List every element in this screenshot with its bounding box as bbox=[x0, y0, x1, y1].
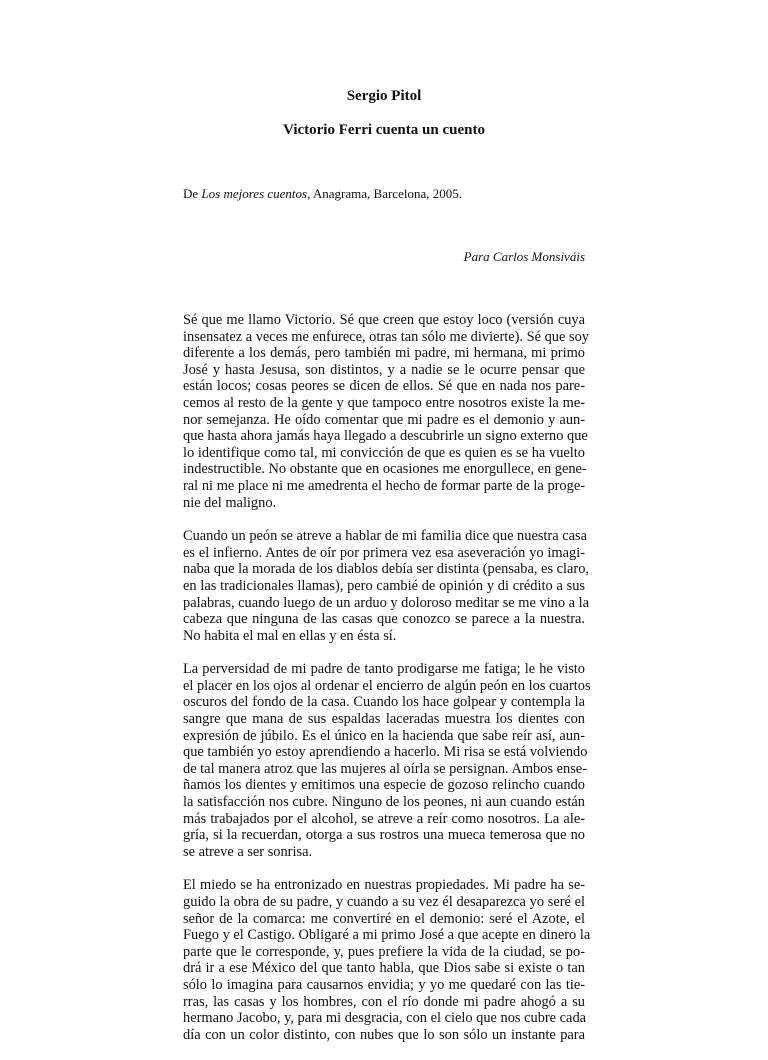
paragraph-line: diferente a los demás, pero también mi padre, mi hermana, mi primo bbox=[183, 345, 585, 362]
story-title: Victorio Ferri cuenta un cuento bbox=[283, 122, 485, 138]
paragraph-line: guido la obra de su padre, y cuando a su vez él desaparezca yo seré el bbox=[183, 894, 585, 910]
paragraph-line: la satisfacción nos cubre. Ninguno de los peones, ni aun cuando están bbox=[183, 794, 585, 811]
paragraph bbox=[183, 877, 591, 1043]
paragraph bbox=[183, 661, 591, 860]
paragraph-line: lo identifique como tal, mi convicción de que es quien es se ha vuelto bbox=[183, 444, 585, 461]
paragraph-line: parte que le corresponde, y, pues prefiere la vida de la ciudad, se po- bbox=[183, 943, 585, 960]
paragraph-line: rras, las casas y los hombres, con el río donde mi padre ahogó a su bbox=[183, 993, 585, 1010]
paragraph-line: palabras, cuando luego de un arduo y doloroso meditar se me vino a la bbox=[183, 594, 590, 611]
paragraph-line: sangre que mana de sus espaldas laceradas muestra los dientes con bbox=[183, 711, 585, 728]
paragraph-line: ral ni me place ni me amedrenta el hecho de formar parte de la proge- bbox=[183, 477, 585, 494]
paragraph-line: sólo lo imagina para causarnos envidia; y yo me quedaré con las tie- bbox=[183, 976, 585, 993]
source-book-title: Los mejores cuentos bbox=[201, 186, 308, 201]
paragraph-line: ñamos los dientes y emitimos una especie de gozoso relincho cuando bbox=[183, 777, 585, 794]
paragraph-line: nor semejanza. He oído comentar que mi padre es el demonio y aun- bbox=[183, 411, 585, 428]
paragraph-line: José y hasta Jesusa, son distintos, y a nadie se le ocurre pensar que bbox=[183, 361, 585, 378]
paragraph-line: se atreve a ser sonrisa. bbox=[183, 843, 313, 860]
paragraph bbox=[183, 528, 590, 644]
paragraph-line: El miedo se ha entronizado en nuestras propiedades. Mi padre ha se- bbox=[183, 877, 585, 894]
paragraph-line: Sé que me llamo Victorio. Sé que creen que estoy loco (versión cuya bbox=[183, 312, 585, 328]
paragraph-line: están locos; cosas peores se dicen de ellos. Sé que en nada nos pare- bbox=[183, 378, 585, 395]
source-prefix: De bbox=[183, 186, 202, 201]
paragraph-line: La perversidad de mi padre de tanto prodigarse me fatiga; le he visto bbox=[183, 661, 585, 678]
paragraph-line: expresión de júbilo. Es el único en la hacienda que sabe reír así, aun- bbox=[183, 727, 585, 744]
paragraph-line: cabeza que ninguna de las casas que conozco se parece a la nuestra. bbox=[183, 611, 585, 628]
paragraph-line: que hasta ahora jamás haya llegado a descubrirle un signo externo que bbox=[183, 428, 588, 445]
paragraph bbox=[183, 312, 589, 511]
paragraph-line: Cuando un peón se atreve a hablar de mi familia dice que nuestra casa bbox=[183, 528, 587, 545]
source-citation bbox=[183, 186, 603, 202]
paragraph-line: hermano Jacobo, y, para mi desgracia, con el cielo que nos cubre cada bbox=[183, 1010, 587, 1027]
author-name: Sergio Pitol bbox=[346, 88, 422, 104]
paragraph-line: gría, si la recuerdan, otorga a sus rostros una mueca temerosa que no bbox=[183, 827, 585, 844]
dedication: Para Carlos Monsiváis bbox=[463, 249, 585, 264]
paragraph-line: cemos al resto de la gente y que tampoco entre nosotros existe la me- bbox=[183, 394, 585, 411]
paragraph-line: el placer en los ojos al ordenar el encierro de algún peón en los cuartos bbox=[183, 677, 591, 694]
source-suffix: , Anagrama, Barcelona, 2005. bbox=[307, 186, 462, 201]
paragraph-line: Fuego y el Castigo. Obligaré a mi primo José a que acepte en dinero la bbox=[183, 927, 591, 944]
paragraph-line: naba que la morada de los diablos debía ser distinta (pensaba, es claro, bbox=[183, 561, 589, 578]
paragraph-line: es el infierno. Antes de oír por primera vez esa aseveración yo imagi- bbox=[183, 544, 585, 561]
paragraph-line: insensatez a veces me enfurece, otras tan sólo me divierte). Sé que soy bbox=[183, 328, 589, 345]
paragraph-line: indestructible. No obstante que en ocasiones me enorgullece, en gene- bbox=[183, 461, 587, 478]
paragraph-line: oscuros del fondo de la casa. Cuando los hace golpear y contempla la bbox=[183, 694, 585, 711]
paragraph-line: señor de la comarca: me convertiré en el demonio: seré el Azote, el bbox=[183, 910, 585, 927]
paragraph-line: que también yo estoy aprendiendo a hacerlo. Mi risa se está volviendo bbox=[183, 744, 588, 761]
paragraph-line: en las tradicionales llamas), pero cambié de opinión y di crédito a sus bbox=[183, 577, 585, 594]
paragraph-line: día con un color distinto, con nubes que lo son sólo un instante para bbox=[183, 1026, 585, 1043]
paragraph-line: de tal manera atroz que las mujeres al oírla se persignan. Ambos ense- bbox=[183, 760, 587, 777]
paragraph-line: No habita el mal en ellas y en ésta sí. bbox=[183, 627, 397, 644]
paragraph-line: nie del maligno. bbox=[183, 494, 277, 511]
story-body bbox=[183, 312, 591, 1060]
paragraph-line: drá ir a ese México del que tanto habla, que Dios sabe si existe o tan bbox=[183, 960, 585, 977]
paragraph-line: más trabajados por el alcohol, se atreve a reír como nosotros. La ale- bbox=[183, 810, 585, 827]
